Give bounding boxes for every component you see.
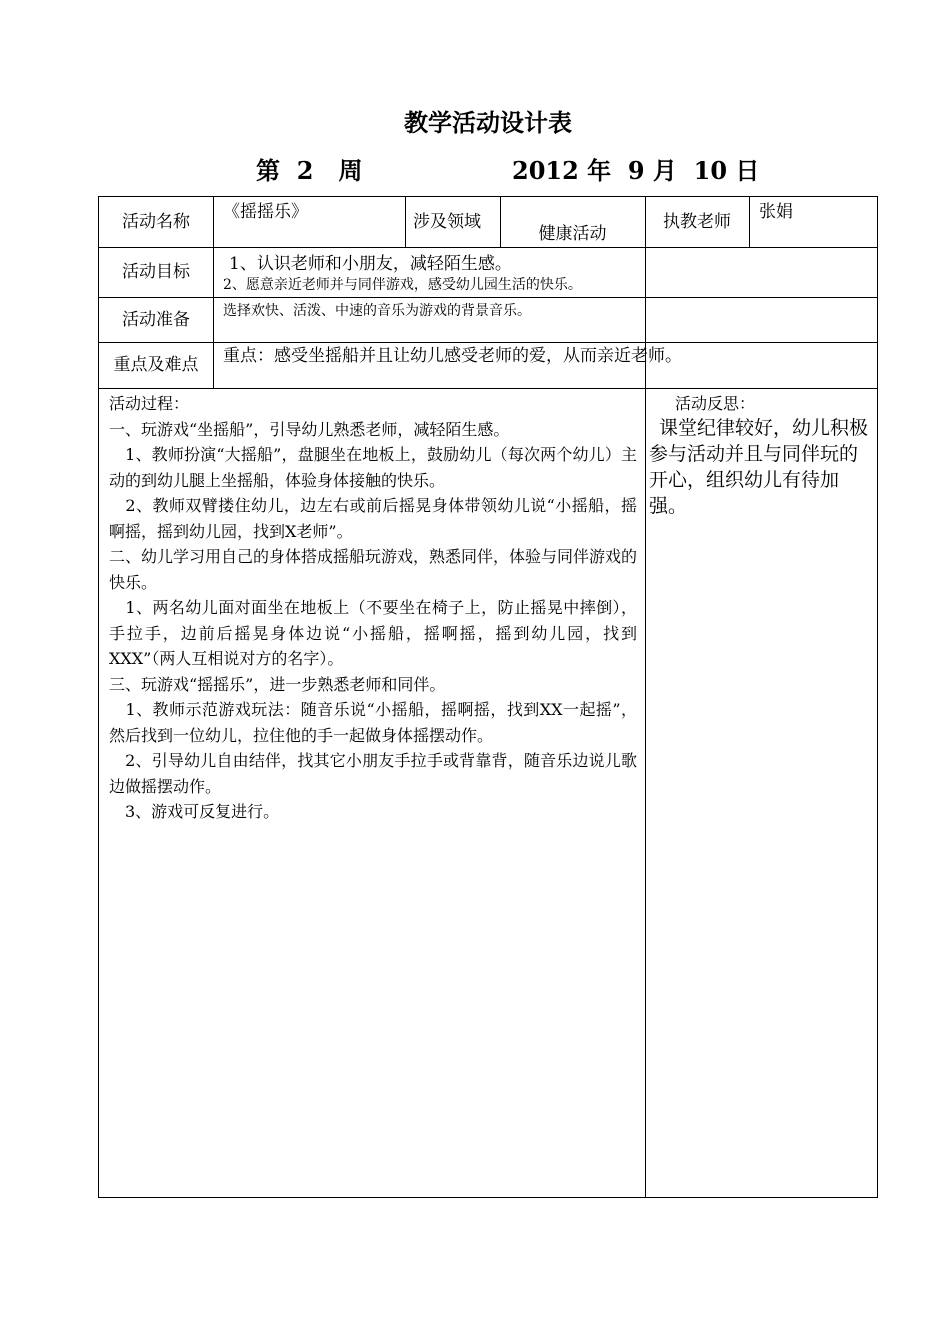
process-heading: 活动过程： bbox=[109, 394, 190, 413]
col-divider bbox=[213, 197, 214, 388]
row-divider bbox=[99, 342, 877, 343]
goal-1: 1、认识老师和小朋友，减轻陌生感。 bbox=[229, 254, 512, 274]
process-line: 三、玩游戏“摇摇乐”，进一步熟悉老师和同伴。 bbox=[109, 674, 446, 694]
process-line: 1、教师扮演“大摇船”，盘腿坐在地板上，鼓励幼儿（每次两个幼儿）主动的到幼儿腿上坐摇船，体验身体接触的快乐。 bbox=[109, 445, 637, 490]
row-divider bbox=[99, 247, 877, 248]
process-line: 二、幼儿学习用自己的身体搭成摇船玩游戏，熟悉同伴，体验与同伴游戏的快乐。 bbox=[109, 547, 638, 592]
teacher-value: 张娟 bbox=[759, 202, 793, 222]
process-line: 2、教师双臂搂住幼儿，边左右或前后摇晃身体带领幼儿说“小摇船，摇啊摇，摇到幼儿园，找到X老师”。 bbox=[109, 496, 637, 541]
goal-label: 活动目标 bbox=[122, 262, 190, 282]
row-divider bbox=[99, 297, 877, 298]
activity-design-table bbox=[98, 196, 878, 1198]
domain-value: 健康活动 bbox=[538, 224, 607, 244]
prep-label: 活动准备 bbox=[122, 309, 190, 330]
reflection-body: 课堂纪律较好，幼儿积极参与活动并且与同伴玩的开心，组织幼儿有待加强。 bbox=[649, 417, 869, 517]
process-line: 1、两名幼儿面对面坐在地板上（不要坐在椅子上，防止摇晃中摔倒），手拉手，边前后摇晃身体边说“小摇船，摇啊摇，摇到幼儿园，找到XXX”（两人互相说对方的名字）。 bbox=[109, 598, 637, 668]
activity-name-label: 活动名称 bbox=[122, 212, 190, 232]
goal-2: 2、愿意亲近老师并与同伴游戏，感受幼儿园生活的快乐。 bbox=[223, 277, 582, 293]
process-line: 2、引导幼儿自由结伴，找其它小朋友手拉手或背靠背，随音乐边说儿歌边做摇摆动作。 bbox=[109, 751, 637, 796]
reflection-heading: 活动反思： bbox=[675, 394, 756, 413]
key-points-value: 重点：感受坐摇船并且让幼儿感受老师的爱，从而亲近老师。 bbox=[223, 346, 682, 366]
process-line: 3、游戏可反复进行。 bbox=[109, 802, 280, 821]
key-points-label: 重点及难点 bbox=[113, 355, 199, 375]
page-title: 教学活动设计表 bbox=[404, 108, 572, 137]
row-divider bbox=[99, 388, 877, 389]
reflection-text bbox=[645, 415, 877, 519]
activity-name-value: 《摇摇乐》 bbox=[223, 202, 308, 222]
process-line: 1、教师示范游戏玩法：随音乐说“小摇船，摇啊摇，找到XX一起摇”，然后找到一位幼儿，拉住他的手一起做身体摇摆动作。 bbox=[109, 700, 637, 745]
col-divider bbox=[749, 197, 750, 247]
prep-value: 选择欢快、活泼、中速的音乐为游戏的背景音乐。 bbox=[223, 303, 531, 319]
teacher-label: 执教老师 bbox=[663, 212, 731, 232]
activity-process bbox=[99, 391, 645, 825]
date: 2012 年 9 月 10 日 bbox=[512, 156, 760, 185]
process-line: 一、玩游戏“坐摇船”，引导幼儿熟悉老师，减轻陌生感。 bbox=[109, 419, 510, 439]
week-number: 第 2 周 bbox=[256, 156, 363, 185]
domain-label: 涉及领域 bbox=[413, 212, 481, 232]
